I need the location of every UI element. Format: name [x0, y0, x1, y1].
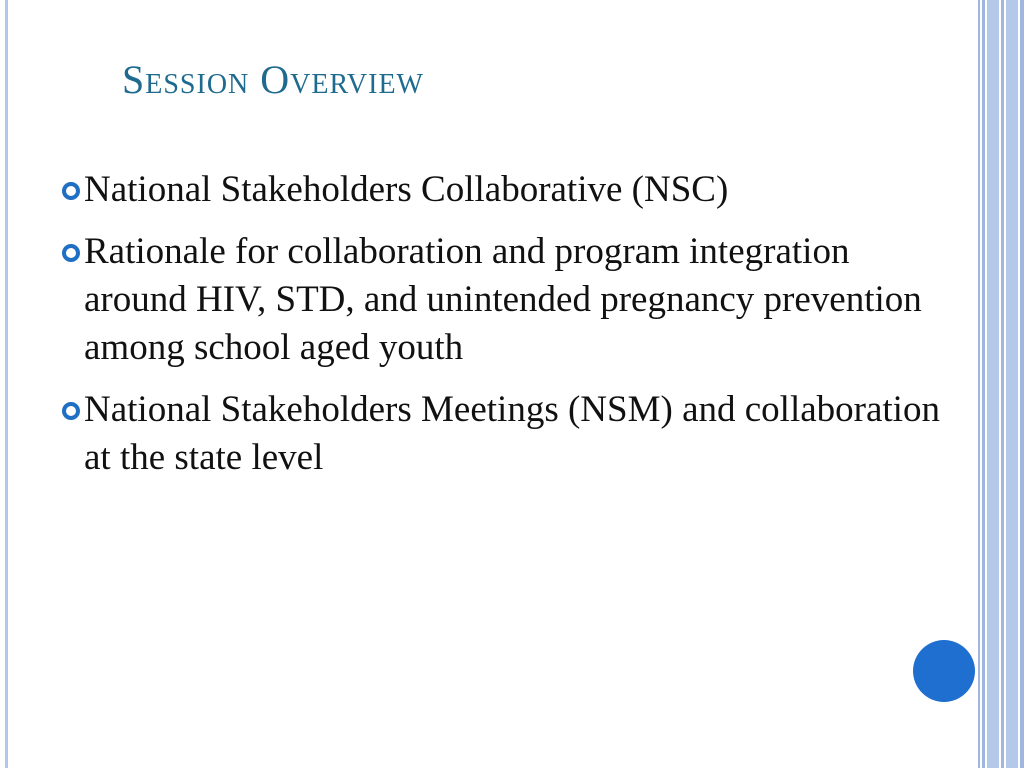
bullet-item: [62, 228, 942, 372]
bullet-item: [62, 386, 942, 482]
bullet-text: National Stakeholders Meetings (NSM) and collaboration at the state level: [84, 389, 940, 478]
border-stripe: [982, 0, 985, 768]
border-stripe: [1020, 0, 1024, 768]
border-stripe: [987, 0, 999, 768]
bullet-ring-icon: [62, 244, 80, 262]
bullet-text: Rationale for collaboration and program integration around HIV, STD, and unintended pregnancy prevention among school aged youth: [84, 231, 922, 368]
border-stripe: [978, 0, 980, 768]
right-border-stripes: [978, 0, 1024, 768]
bullet-list: [62, 166, 942, 496]
bullet-ring-icon: [62, 402, 80, 420]
border-stripe: [1006, 0, 1018, 768]
left-border-rule: [5, 0, 8, 768]
bullet-ring-icon: [62, 182, 80, 200]
slide-title: Session Overview: [122, 57, 424, 102]
bullet-item: [62, 166, 942, 214]
accent-circle-icon: [913, 640, 975, 702]
border-stripe: [1001, 0, 1004, 768]
bullet-text: National Stakeholders Collaborative (NSC): [84, 169, 729, 210]
